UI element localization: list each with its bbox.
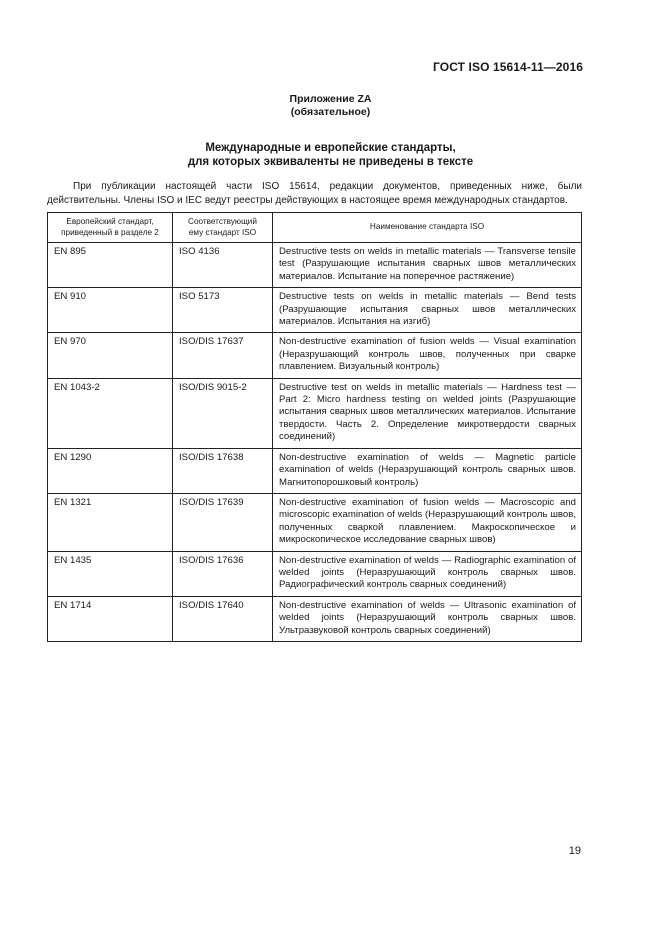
- cell-iso-title: Non-destructive examination of fusion welds — Visual examination (Неразрушающий контроль швов, полученных при сварке плавлением. Визуальный контроль): [273, 333, 582, 378]
- table-body: [48, 243, 582, 642]
- intro-paragraph: При публикации настоящей части ISO 15614, редакции документов, приведенных ниже, были действительны. Члены ISO и IEC ведут реестры действующих в настоящее время международных стандартов.: [47, 181, 582, 206]
- cell-iso-title: Non-destructive examination of fusion welds — Macroscopic and microscopic examination of welds (Неразрушающий контроль швов, полученных сваркой плавлением. Макроскопическое и микроскопическое исследование сварных швов): [273, 493, 582, 551]
- cell-iso-title: Destructive test on welds in metallic materials — Hardness test — Part 2: Micro hardness testing on welded joints (Разрушающие испытания сварных швов металлических материалов. Испытание твердости. Часть 2. Определение микротвердости сварных соединений): [273, 378, 582, 448]
- cell-european-standard: EN 895: [48, 243, 173, 288]
- annex-heading: [0, 93, 661, 119]
- table-row: [48, 448, 582, 493]
- table-header-row: [48, 213, 582, 243]
- cell-european-standard: EN 1435: [48, 551, 173, 596]
- page-title: [0, 141, 661, 169]
- cell-iso-standard: ISO/DIS 17640: [173, 596, 273, 641]
- cell-iso-title: Non-destructive examination of welds — Magnetic particle examination of welds (Неразрушающий контроль сварных швов. Магнитопорошковый контроль): [273, 448, 582, 493]
- cell-european-standard: EN 1290: [48, 448, 173, 493]
- cell-iso-standard: ISO 4136: [173, 243, 273, 288]
- page-title-line-1: Международные и европейские стандарты,: [205, 142, 456, 154]
- cell-iso-title: Non-destructive examination of welds — Ultrasonic examination of welded joints (Неразрушающий контроль сварных швов. Ультразвуковой контроль сварных соединений): [273, 596, 582, 641]
- cell-iso-title: Non-destructive examination of welds — Radiographic examination of welded joints (Неразрушающий контроль сварных швов. Радиографический контроль сварных соединений): [273, 551, 582, 596]
- header-european-standard-line-2: приведенный в разделе 2: [61, 227, 159, 237]
- header-iso-standard-line-2: ему стандарт ISO: [188, 227, 257, 237]
- table-row: [48, 243, 582, 288]
- cell-iso-standard: ISO/DIS 9015-2: [173, 378, 273, 448]
- page-number: 19: [568, 845, 581, 857]
- annex-status: (обязательное): [290, 106, 371, 118]
- cell-european-standard: EN 970: [48, 333, 173, 378]
- cell-iso-title: Destructive tests on welds in metallic materials — Bend tests (Разрушающие испытания сварных швов металлических материалов. Испытания на изгиб): [273, 288, 582, 333]
- header-european-standard: [48, 213, 173, 243]
- header-european-standard-line-1: Европейский стандарт,: [66, 217, 154, 226]
- cell-iso-standard: ISO 5173: [173, 288, 273, 333]
- header-iso-standard-line-1: Соответствующий: [188, 217, 257, 226]
- cell-iso-standard: ISO/DIS 17639: [173, 493, 273, 551]
- annex-title: Приложение ZA: [289, 93, 372, 105]
- cell-iso-title: Destructive tests on welds in metallic materials — Transverse tensile test (Разрушающие испытания сварных швов металлических материалов. Испытание на поперечное растяжение): [273, 243, 582, 288]
- header-iso-title: Наименование стандарта ISO: [273, 213, 582, 243]
- cell-european-standard: EN 1043-2: [48, 378, 173, 448]
- table-row: [48, 551, 582, 596]
- table-row: [48, 378, 582, 448]
- table-row: [48, 596, 582, 641]
- header-iso-standard: [173, 213, 273, 243]
- cell-european-standard: EN 910: [48, 288, 173, 333]
- cell-european-standard: EN 1714: [48, 596, 173, 641]
- cell-iso-standard: ISO/DIS 17636: [173, 551, 273, 596]
- document-code: ГОСТ ISO 15614-11—2016: [433, 60, 583, 74]
- page-title-line-2: для которых эквиваленты не приведены в тексте: [187, 156, 474, 168]
- table-row: [48, 288, 582, 333]
- cell-iso-standard: ISO/DIS 17638: [173, 448, 273, 493]
- cell-european-standard: EN 1321: [48, 493, 173, 551]
- table-row: [48, 493, 582, 551]
- table-row: [48, 333, 582, 378]
- cell-iso-standard: ISO/DIS 17637: [173, 333, 273, 378]
- standards-table: [47, 212, 582, 642]
